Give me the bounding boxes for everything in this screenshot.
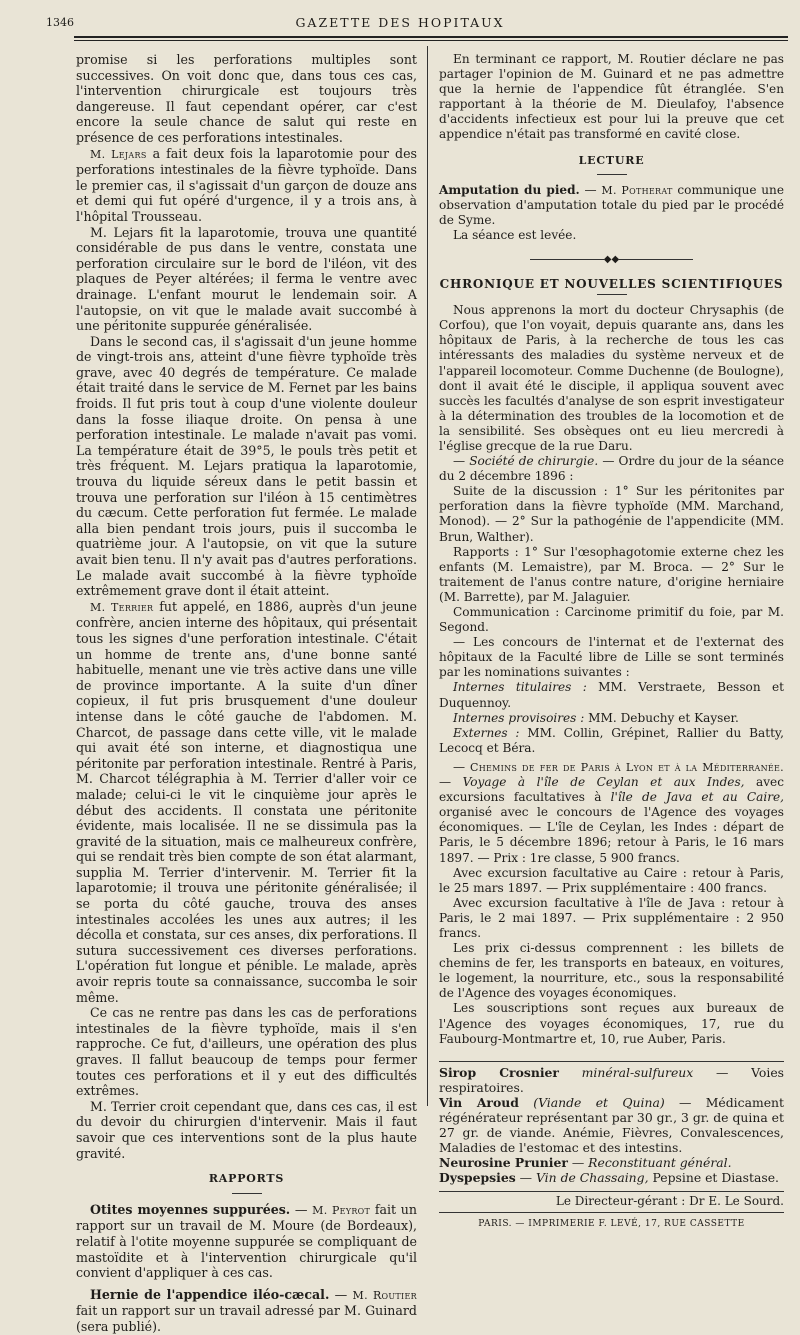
paragraph-chemins-de-fer: — Chemins de fer de Paris à Lyon et à la Méditerranée. — Voyage à l'île de Ceylan et aux Indes, avec excursions facultatives à l'île de Java et au Caire, organisé avec le concours de l'Agence des voyages économiques. — L'île de Ceylan, les Indes : départ de Paris, le 5 décembre 1896; retour à Paris, le 16 mars 1897. — Prix : 1re classe, 5 900 francs.	[439, 759, 785, 865]
header-rule-thin	[74, 40, 788, 41]
director-signature: Le Directeur-gérant : Dr E. Le Sourd.	[439, 1191, 784, 1209]
paragraph: En terminant ce rapport, M. Routier déclare ne pas partager l'opinion de M. Guinard et ne pas admettre que la hernie de l'appendice fût étranglée. S'en rapportant à la théorie de M. Dieulafoy, l'absence d'accidents infectieux est pour lui la preuve que cet appendice n'était pas transformé en cavité close.	[439, 52, 784, 142]
paragraph: La séance est levée.	[453, 227, 577, 242]
report-title: Otites moyennes suppurées.	[90, 1201, 291, 1217]
paragraph: Rapports : 1° Sur l'œsophagotomie externe chez les enfants (M. Lemaistre), par M. Broca. — 2° Sur le traitement de l'anus contre nature, d'origine herniaire (M. Barrette), par M. Jalaguier.	[439, 544, 784, 604]
report-otites: Otites moyennes suppurées. — M. Peyrot fait un rapport sur un travail de M. Moure (de Bordeaux), relatif à l'otite moyenne suppurée se compliquant de mastoïdite et à l'intervention chirurgicale qu'il convient d'appliquer à ces cas.	[76, 1201, 417, 1281]
paragraph: Avec excursion facultative à l'île de Java : retour à Paris, le 2 mai 1897. — Prix supplémentaire : 2 950 francs.	[439, 895, 784, 940]
author-name: M. Lejars	[90, 147, 147, 161]
advertisements	[439, 1061, 784, 1186]
printer-line: PARIS. — IMPRIMERIE F. LEVÉ, 17, RUE CASSETTE	[478, 1218, 745, 1229]
paragraph: Les prix ci-dessus comprennent : les billets de chemins de fer, les transports en bateaux, en voitures, le logement, la nourriture, etc., sous la responsabilité de l'Agence des voyages économiques.	[439, 941, 784, 1001]
paragraph: M. Lejars fit la laparotomie, trouva une quantité considérable de pus dans le ventre, constata une perforation circulaire sur le bord de l'iléon, vit des plaques de Peyer altérées; il ferma le ventre avec drainage. L'enfant mourut le lendemain soir. A l'autopsie, on vit que le malade avait succombé à une péritonite suppurée généralisée.	[76, 224, 417, 334]
paragraph-externes: Externes : MM. Collin, Grépinet, Rallier du Batty, Lecocq et Béra.	[439, 725, 784, 755]
paragraph: Communication : Carcinome primitif du foie, par M. Segond.	[439, 605, 784, 635]
section-heading-rapports: RAPPORTS	[208, 1172, 285, 1186]
header-rule	[74, 36, 788, 38]
printer-rule	[439, 1212, 784, 1213]
page-number: 1346	[46, 16, 74, 29]
report-hernie: Hernie de l'appendice iléo-cæcal. — M. Routier fait un rapport sur un travail adressé par M. Guinard (sera publié).	[76, 1286, 417, 1334]
lecture-amputation: Amputation du pied. — M. Potherat communique une observation d'amputation totale du pied par le procédé de Syme.	[439, 182, 785, 227]
author-name: M. Peyrot	[312, 1203, 371, 1217]
report-title: Amputation du pied.	[439, 182, 580, 197]
column-divider	[427, 46, 428, 1106]
paragraph-terrier: M. Terrier fut appelé, en 1886, auprès d'un jeune confrère, ancien interne des hôpitaux, qui présentait tous les signes d'une perforation intestinale. C'était un homme de trente ans, d'une bonne santé habituelle, menant une vie très active dans une ville de province importante. A la suite d'un dîner copieux, il fut pris brusquement d'une douleur intense dans le côté gauche de l'abdomen. M. Charcot, de passage dans cette ville, vit le malade qui avait été son interne, et diagnostiqua une péritonite par perforation intestinale. Rentré à Paris, M. Charcot télégraphia à M. Terrier d'aller voir ce malade; celui-ci le vit le cinquième jour après le début des accidents. Il constata une péritonite évidente, mais localisée. Il ne se dissimula pas la gravité de la situation, mais ce malheureux confrère, qui se rendait très bien compte de son état alarmant, supplia M. Terrier d'intervenir. M. Terrier fit la laparotomie; il trouva une péritonite généralisée; il se porta du côté gauche, trouva des anses intestinales accolées les unes aux autres; il les décolla et constata, sur ces anses, dix perforations. Il sutura successivement ces diverses perforations. L'opération fut longue et pénible. Le malade, après avoir repris toute sa connaissance, succomba le soir même.	[76, 598, 417, 1005]
left-column	[76, 52, 417, 1335]
paragraph: — Les concours de l'internat et de l'externat des hôpitaux de la Faculté libre de Lille se sont terminés par les nominations suivantes :	[439, 635, 784, 680]
paragraph-lejars: M. Lejars a fait deux fois la laparotomie pour des perforations intestinales de la fièvre typhoïde. Dans le premier cas, il s'agissait d'un garçon de douze ans et demi qui fut opéré d'urgence, il y a trois ans, à l'hôpital Trousseau.	[76, 145, 417, 224]
paragraph: Dans le second cas, il s'agissait d'un jeune homme de vingt-trois ans, atteint d'une fièvre typhoïde très grave, avec 40 degrés de température. Ce malade était traité dans le service de M. Fernet par les bains froids. Il fut pris tout à coup d'une violente douleur dans la fosse iliaque droite. On pensa à une perforation intestinale. Le malade n'avait pas vomi. La température était de 39°5, le pouls très petit et très fréquent. M. Lejars pratiqua la laparotomie, trouva du liquide séreux dans le petit bassin et trouva une perforation sur l'iléon à 15 centimètres du cæcum. Cette perforation fut fermée. Le malade alla bien pendant trois jours, puis il succomba le quatrième jour. A l'autopsie, on vit que la suture avait bien tenu. Il n'y avait pas d'autres perforations. Le malade avait succombé à la fièvre typhoïde extrêmement grave dont il était atteint.	[76, 333, 417, 599]
paragraph: Suite de la discussion : 1° Sur les péritonites par perforation dans la fièvre typhoïde (MM. Marchand, Monod). — 2° Sur la pathogénie de l'appendicite (MM. Brun, Walther).	[439, 484, 784, 544]
author-name: M. Routier	[352, 1288, 417, 1302]
ornament-divider: ◆◆	[439, 255, 784, 265]
paragraph: Nous apprenons la mort du docteur Chrysaphis (de Corfou), que l'on voyait, depuis quarante ans, dans les hôpitaux de Paris, à la recherche de tous les cas intéressants des maladies du système nerveux et de l'appareil locomoteur. Comme Duchenne (de Boulogne), dont il avait été le disciple, il appliqua souvent avec succès les facultés d'analyse de son esprit investigateur à la détermination des troubles de la locomotion et de la sensibilité. Ses obsèques ont eu lieu mercredi à l'église grecque de la rue Daru.	[439, 303, 784, 453]
heading-rule	[232, 1193, 262, 1194]
report-title: Hernie de l'appendice iléo-cæcal.	[90, 1286, 330, 1302]
section-heading-lecture: LECTURE	[578, 153, 645, 167]
paragraph: Ce cas ne rentre pas dans les cas de perforations intestinales de la fièvre typhoïde, mais il s'en rapproche. Ce fut, d'ailleurs, une opération des plus graves. Il fallut beaucoup de temps pour fermer toutes ces perforations et il y eut des difficultés extrêmes.	[76, 1005, 417, 1099]
heading-rule	[597, 294, 627, 295]
paragraph-titulaires: Internes titulaires : MM. Verstraete, Besson et Duquennoy.	[439, 680, 785, 710]
paragraph: M. Terrier croit cependant que, dans ces cas, il est du devoir du chirurgien d'intervenir. Mais il faut savoir que ces interventions sont de la plus haute gravité.	[76, 1098, 417, 1161]
ad-dyspepsies: Dyspepsies — Vin de Chassaing, Pepsine et Diastase.	[439, 1170, 779, 1186]
heading-rule	[597, 174, 627, 175]
ad-neurosine: Neurosine Prunier — Reconstituant général.	[439, 1155, 732, 1171]
paragraph-societe: — Société de chirurgie. — Ordre du jour de la séance du 2 décembre 1896 :	[439, 454, 784, 484]
section-heading-chronique: CHRONIQUE ET NOUVELLES SCIENTIFIQUES	[439, 277, 784, 292]
ad-sirop-crosnier: Sirop Crosnier minéral-sulfureux — Voies respiratoires.	[439, 1064, 785, 1095]
author-name: M. Potherat	[601, 183, 673, 197]
author-name: M. Terrier	[90, 600, 154, 614]
ad-vin-aroud: Vin Aroud (Viande et Quina) — Médicament régénérateur représentant par 30 gr., 3 gr. de quina et 27 gr. de viande. Anémie, Fièvres, Convalescences, Maladies de l'estomac et des intestins.	[439, 1094, 784, 1156]
right-column	[439, 52, 784, 1232]
paragraph: Les souscriptions sont reçues aux bureaux de l'Agence des voyages économiques, 17, rue du Faubourg-Montmartre et, 10, rue Auber, Paris.	[439, 1001, 784, 1046]
paragraph-provisoires: Internes provisoires : MM. Debuchy et Kayser.	[453, 710, 739, 725]
paragraph: promise si les perforations multiples sont successives. On voit donc que, dans tous ces cas, l'intervention chirurgicale est toujours très dangereuse. Il faut cependant opérer, car c'est encore la seule chance de salut qui reste en présence de ces perforations intestinales.	[76, 52, 417, 145]
running-title: GAZETTE DES HOPITAUX	[295, 15, 505, 30]
paragraph: Avec excursion facultative au Caire : retour à Paris, le 25 mars 1897. — Prix supplémentaire : 400 francs.	[439, 865, 784, 895]
